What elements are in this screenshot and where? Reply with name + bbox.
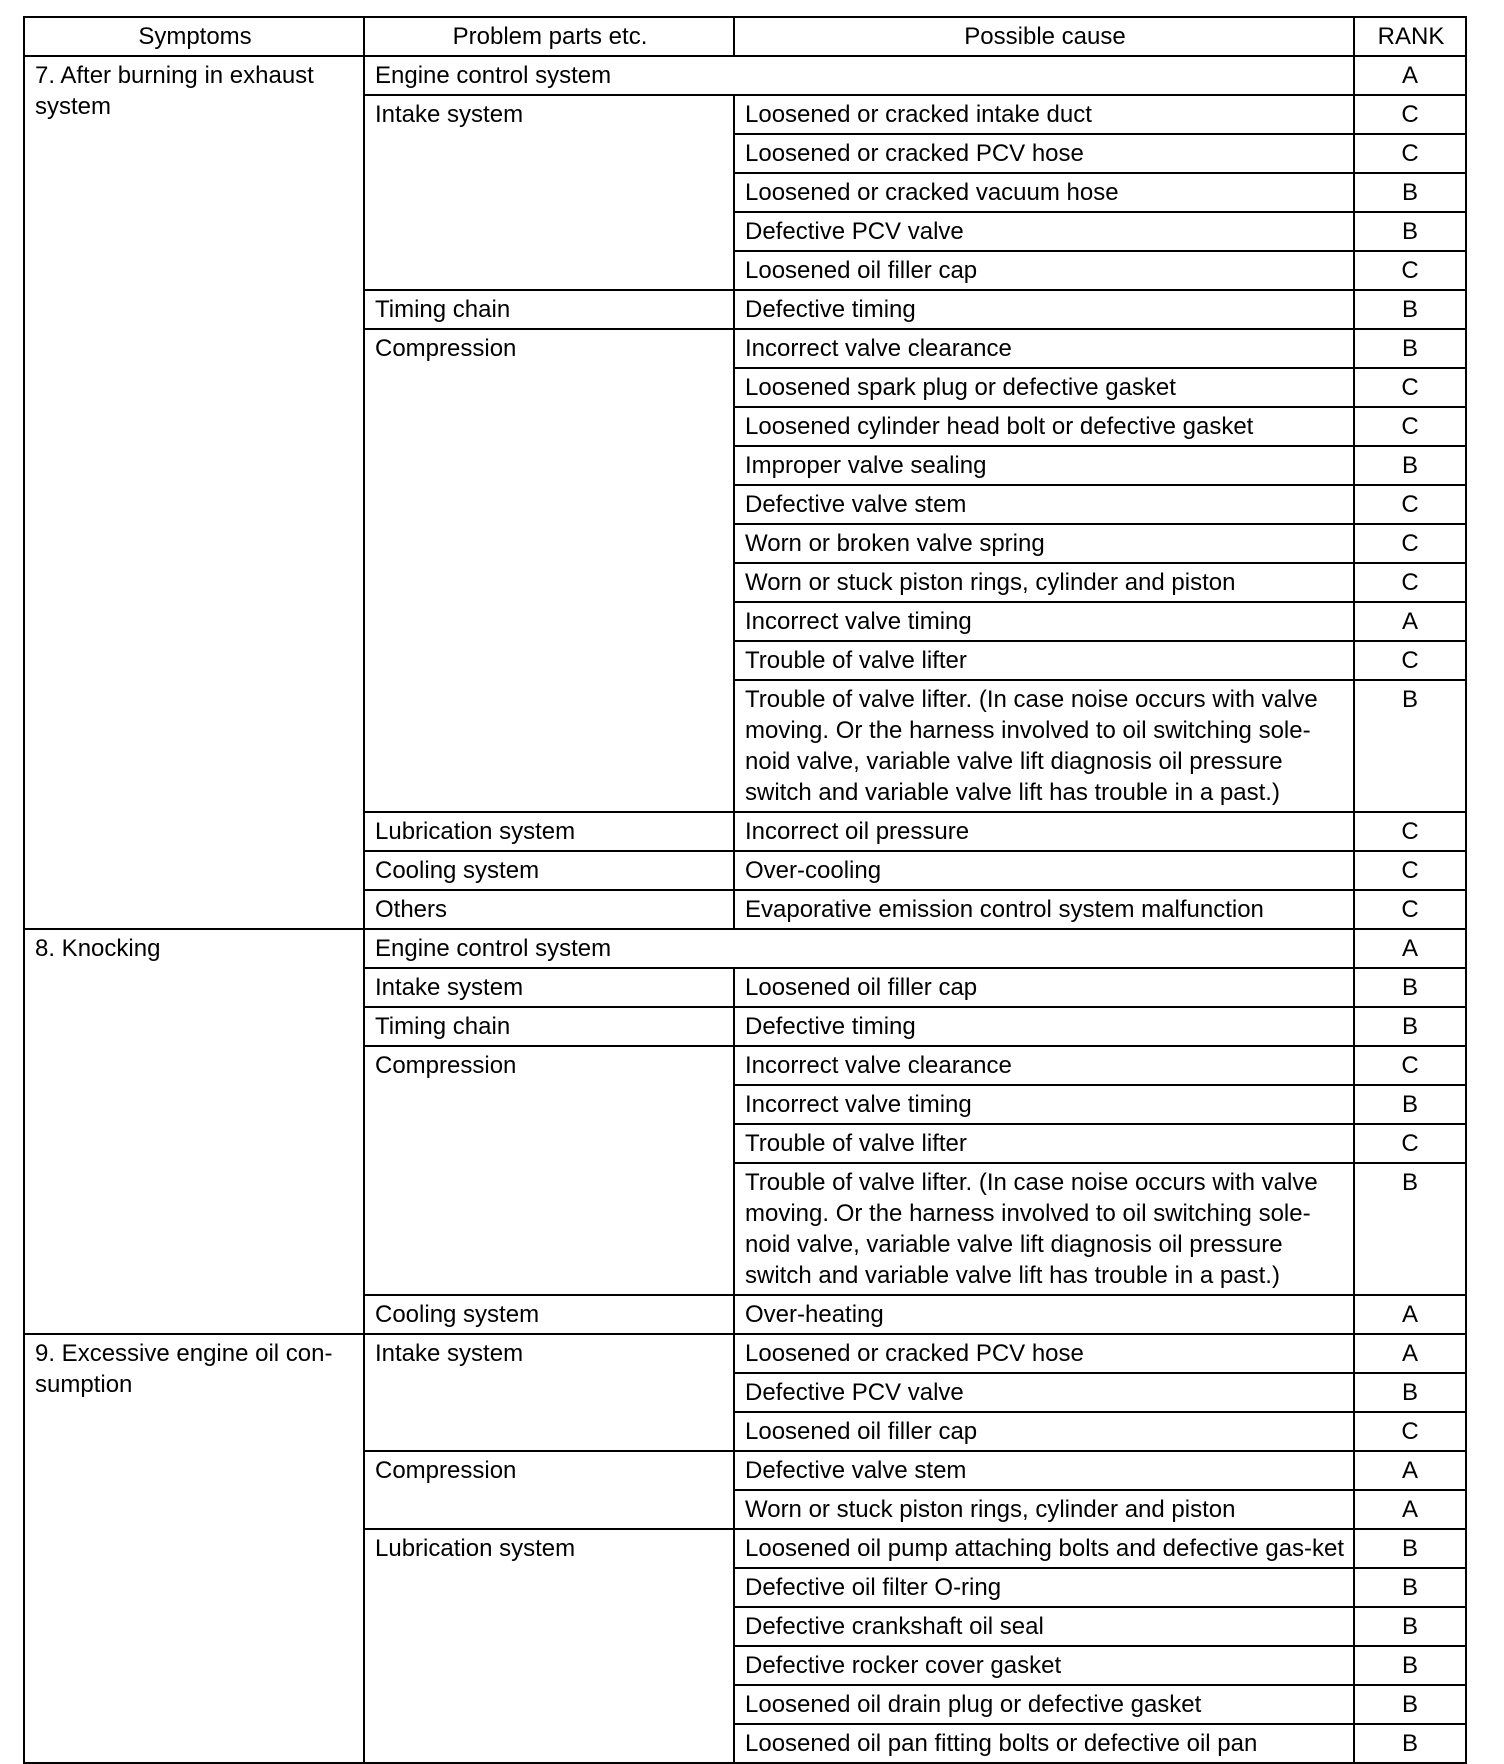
possible-cause-cell: Incorrect oil pressure (734, 812, 1354, 851)
possible-cause-cell: Loosened oil pump attaching bolts and defective gas-ket (734, 1529, 1354, 1568)
rank-cell: A (1354, 602, 1466, 641)
rank-cell: B (1354, 680, 1466, 812)
possible-cause-cell: Defective rocker cover gasket (734, 1646, 1354, 1685)
possible-cause-cell: Trouble of valve lifter. (In case noise occurs with valve moving. Or the harness involved to oil switching sole-noid valve, variable valve lift diagnosis oil pressure switch and variable valve lift has trouble in a past.) (734, 680, 1354, 812)
rank-cell: A (1354, 56, 1466, 95)
possible-cause-cell: Loosened oil filler cap (734, 968, 1354, 1007)
possible-cause-cell: Defective crankshaft oil seal (734, 1607, 1354, 1646)
possible-cause-cell: Incorrect valve clearance (734, 1046, 1354, 1085)
possible-cause-cell: Defective PCV valve (734, 212, 1354, 251)
rank-cell: B (1354, 1007, 1466, 1046)
possible-cause-cell: Loosened or cracked intake duct (734, 95, 1354, 134)
possible-cause-cell: Loosened oil filler cap (734, 251, 1354, 290)
possible-cause-cell: Trouble of valve lifter (734, 641, 1354, 680)
rank-cell: C (1354, 1046, 1466, 1085)
rank-cell: B (1354, 1529, 1466, 1568)
possible-cause-cell: Defective valve stem (734, 485, 1354, 524)
rank-cell: B (1354, 1568, 1466, 1607)
rank-cell: C (1354, 134, 1466, 173)
rank-cell: A (1354, 1295, 1466, 1334)
rank-cell: C (1354, 812, 1466, 851)
rank-cell: C (1354, 485, 1466, 524)
possible-cause-cell: Worn or stuck piston rings, cylinder and piston (734, 1490, 1354, 1529)
rank-cell: A (1354, 1490, 1466, 1529)
possible-cause-cell: Loosened oil drain plug or defective gasket (734, 1685, 1354, 1724)
possible-cause-cell: Defective timing (734, 1007, 1354, 1046)
rank-cell: C (1354, 407, 1466, 446)
possible-cause-cell: Loosened or cracked PCV hose (734, 134, 1354, 173)
possible-cause-cell: Loosened cylinder head bolt or defective gasket (734, 407, 1354, 446)
problem-part-cell: Compression (364, 1451, 734, 1529)
rank-cell: B (1354, 1373, 1466, 1412)
problem-part-cell: Compression (364, 329, 734, 812)
possible-cause-cell: Loosened oil filler cap (734, 1412, 1354, 1451)
possible-cause-cell: Worn or stuck piston rings, cylinder and piston (734, 563, 1354, 602)
table-row (24, 1334, 1466, 1373)
rank-cell: C (1354, 563, 1466, 602)
possible-cause-cell: Improper valve sealing (734, 446, 1354, 485)
rank-cell: C (1354, 851, 1466, 890)
problem-part-cell: Lubrication system (364, 1529, 734, 1763)
problem-part-cell: Compression (364, 1046, 734, 1295)
rank-cell: B (1354, 1685, 1466, 1724)
table-header (24, 17, 1466, 56)
problem-part-cell: Timing chain (364, 1007, 734, 1046)
header-possible-cause: Possible cause (734, 17, 1354, 56)
rank-cell: C (1354, 368, 1466, 407)
rank-cell: A (1354, 1334, 1466, 1373)
rank-cell: B (1354, 1724, 1466, 1763)
rank-cell: C (1354, 95, 1466, 134)
rank-cell: A (1354, 1451, 1466, 1490)
problem-part-cell: Others (364, 890, 734, 929)
table-body (24, 56, 1466, 1763)
rank-cell: B (1354, 1607, 1466, 1646)
header-rank: RANK (1354, 17, 1466, 56)
possible-cause-cell: Loosened oil pan fitting bolts or defective oil pan (734, 1724, 1354, 1763)
problem-part-cell: Cooling system (364, 851, 734, 890)
header-problem-parts: Problem parts etc. (364, 17, 734, 56)
problem-part-cell: Intake system (364, 1334, 734, 1451)
possible-cause-cell: Incorrect valve timing (734, 1085, 1354, 1124)
symptom-cell: 9. Excessive engine oil con-sumption (24, 1334, 364, 1763)
possible-cause-cell: Loosened or cracked PCV hose (734, 1334, 1354, 1373)
problem-part-cell: Engine control system (364, 56, 1354, 95)
rank-cell: B (1354, 290, 1466, 329)
problem-part-cell: Cooling system (364, 1295, 734, 1334)
problem-part-cell: Lubrication system (364, 812, 734, 851)
table-row (24, 56, 1466, 95)
possible-cause-cell: Trouble of valve lifter (734, 1124, 1354, 1163)
possible-cause-cell: Incorrect valve clearance (734, 329, 1354, 368)
symptom-cell: 8. Knocking (24, 929, 364, 1334)
rank-cell: C (1354, 890, 1466, 929)
rank-cell: B (1354, 968, 1466, 1007)
rank-cell: B (1354, 329, 1466, 368)
possible-cause-cell: Over-heating (734, 1295, 1354, 1334)
possible-cause-cell: Worn or broken valve spring (734, 524, 1354, 563)
problem-part-cell: Engine control system (364, 929, 1354, 968)
rank-cell: B (1354, 446, 1466, 485)
symptom-cell: 7. After burning in exhaust system (24, 56, 364, 929)
possible-cause-cell: Evaporative emission control system malfunction (734, 890, 1354, 929)
possible-cause-cell: Defective oil filter O-ring (734, 1568, 1354, 1607)
header-row (24, 17, 1466, 56)
rank-cell: A (1354, 929, 1466, 968)
possible-cause-cell: Defective valve stem (734, 1451, 1354, 1490)
rank-cell: B (1354, 1646, 1466, 1685)
possible-cause-cell: Defective timing (734, 290, 1354, 329)
possible-cause-cell: Defective PCV valve (734, 1373, 1354, 1412)
rank-cell: C (1354, 641, 1466, 680)
rank-cell: B (1354, 1163, 1466, 1295)
rank-cell: C (1354, 1412, 1466, 1451)
diagnosis-table (23, 16, 1467, 1764)
possible-cause-cell: Loosened spark plug or defective gasket (734, 368, 1354, 407)
possible-cause-cell: Over-cooling (734, 851, 1354, 890)
rank-cell: B (1354, 173, 1466, 212)
problem-part-cell: Timing chain (364, 290, 734, 329)
possible-cause-cell: Trouble of valve lifter. (In case noise occurs with valve moving. Or the harness involved to oil switching sole-noid valve, variable valve lift diagnosis oil pressure switch and variable valve lift has trouble in a past.) (734, 1163, 1354, 1295)
rank-cell: B (1354, 212, 1466, 251)
possible-cause-cell: Loosened or cracked vacuum hose (734, 173, 1354, 212)
header-symptoms: Symptoms (24, 17, 364, 56)
problem-part-cell: Intake system (364, 95, 734, 290)
rank-cell: C (1354, 1124, 1466, 1163)
rank-cell: C (1354, 251, 1466, 290)
table-row (24, 929, 1466, 968)
problem-part-cell: Intake system (364, 968, 734, 1007)
rank-cell: B (1354, 1085, 1466, 1124)
rank-cell: C (1354, 524, 1466, 563)
possible-cause-cell: Incorrect valve timing (734, 602, 1354, 641)
